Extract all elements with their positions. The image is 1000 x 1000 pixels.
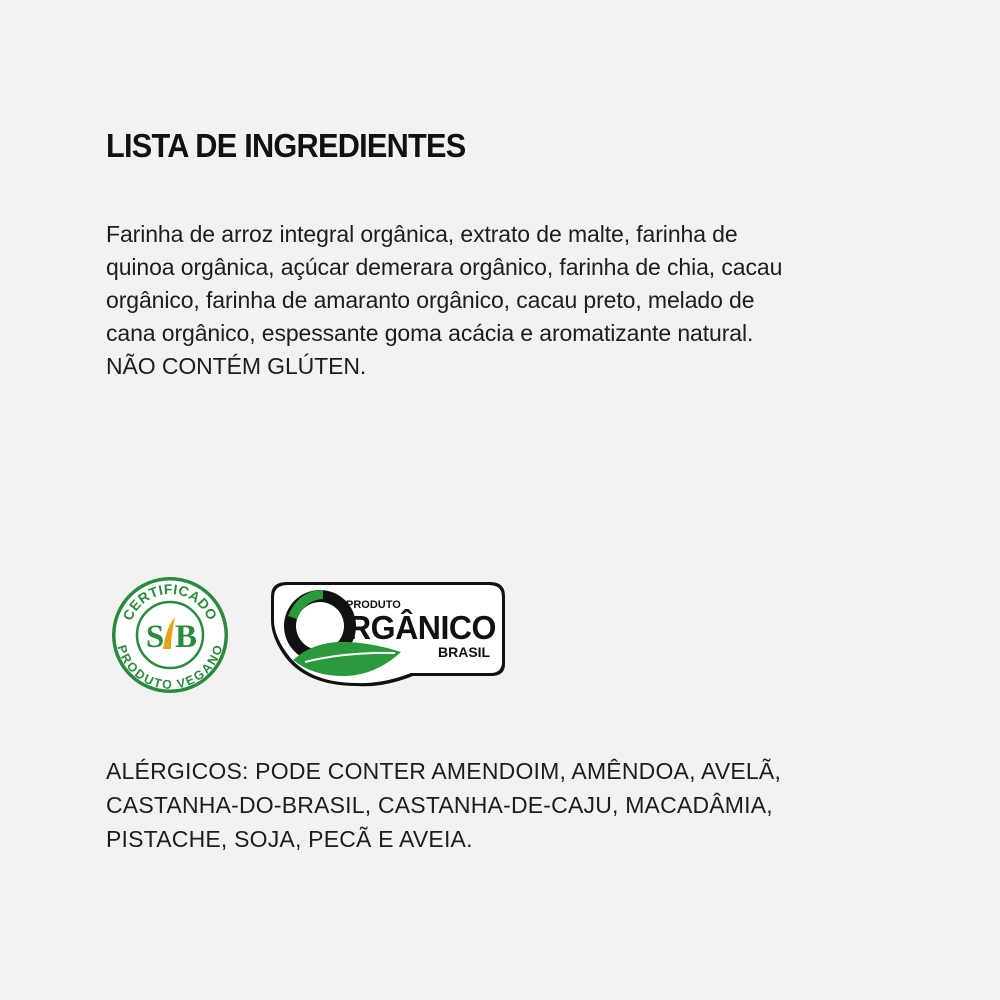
ingredients-text xyxy=(106,218,906,383)
page-title: LISTA DE INGREDIENTES xyxy=(106,127,466,164)
seal-sub-text: BRASIL xyxy=(438,644,491,660)
seal-monogram-s: S xyxy=(145,619,165,655)
ingredients-line: Farinha de arroz integral orgânica, extrato de malte, farinha de xyxy=(106,221,738,247)
seal-big-text: RGÂNICO xyxy=(348,609,496,646)
seal-bottom-text: PRODUTO VEGANO xyxy=(114,643,226,692)
certification-seals xyxy=(105,575,515,695)
allergens-line: ALÉRGICOS: PODE CONTER AMENDOIM, AMÊNDOA, AVELÃ, xyxy=(106,758,782,784)
ingredients-line: orgânico, farinha de amaranto orgânico, cacau preto, melado de xyxy=(106,287,755,313)
seal-top-text: CERTIFICADO xyxy=(119,580,221,623)
allergens-text xyxy=(106,754,906,856)
seal-small-text: PRODUTO xyxy=(346,599,401,611)
seal-monogram-b: B xyxy=(174,619,198,655)
allergens-line: CASTANHA-DO-BRASIL, CASTANHA-DE-CAJU, MACADÂMIA, xyxy=(106,792,773,818)
vegan-certified-seal-icon xyxy=(105,575,235,695)
ingredients-line: cana orgânico, espessante goma acácia e aromatizante natural. xyxy=(106,320,754,346)
allergens-line: PISTACHE, SOJA, PECÃ E AVEIA. xyxy=(106,826,473,852)
gluten-free-notice: NÃO CONTÉM GLÚTEN. xyxy=(106,353,367,379)
ingredients-line: quinoa orgânica, açúcar demerara orgânico, farinha de chia, cacau xyxy=(106,254,783,280)
organic-brasil-seal-icon xyxy=(265,576,511,693)
